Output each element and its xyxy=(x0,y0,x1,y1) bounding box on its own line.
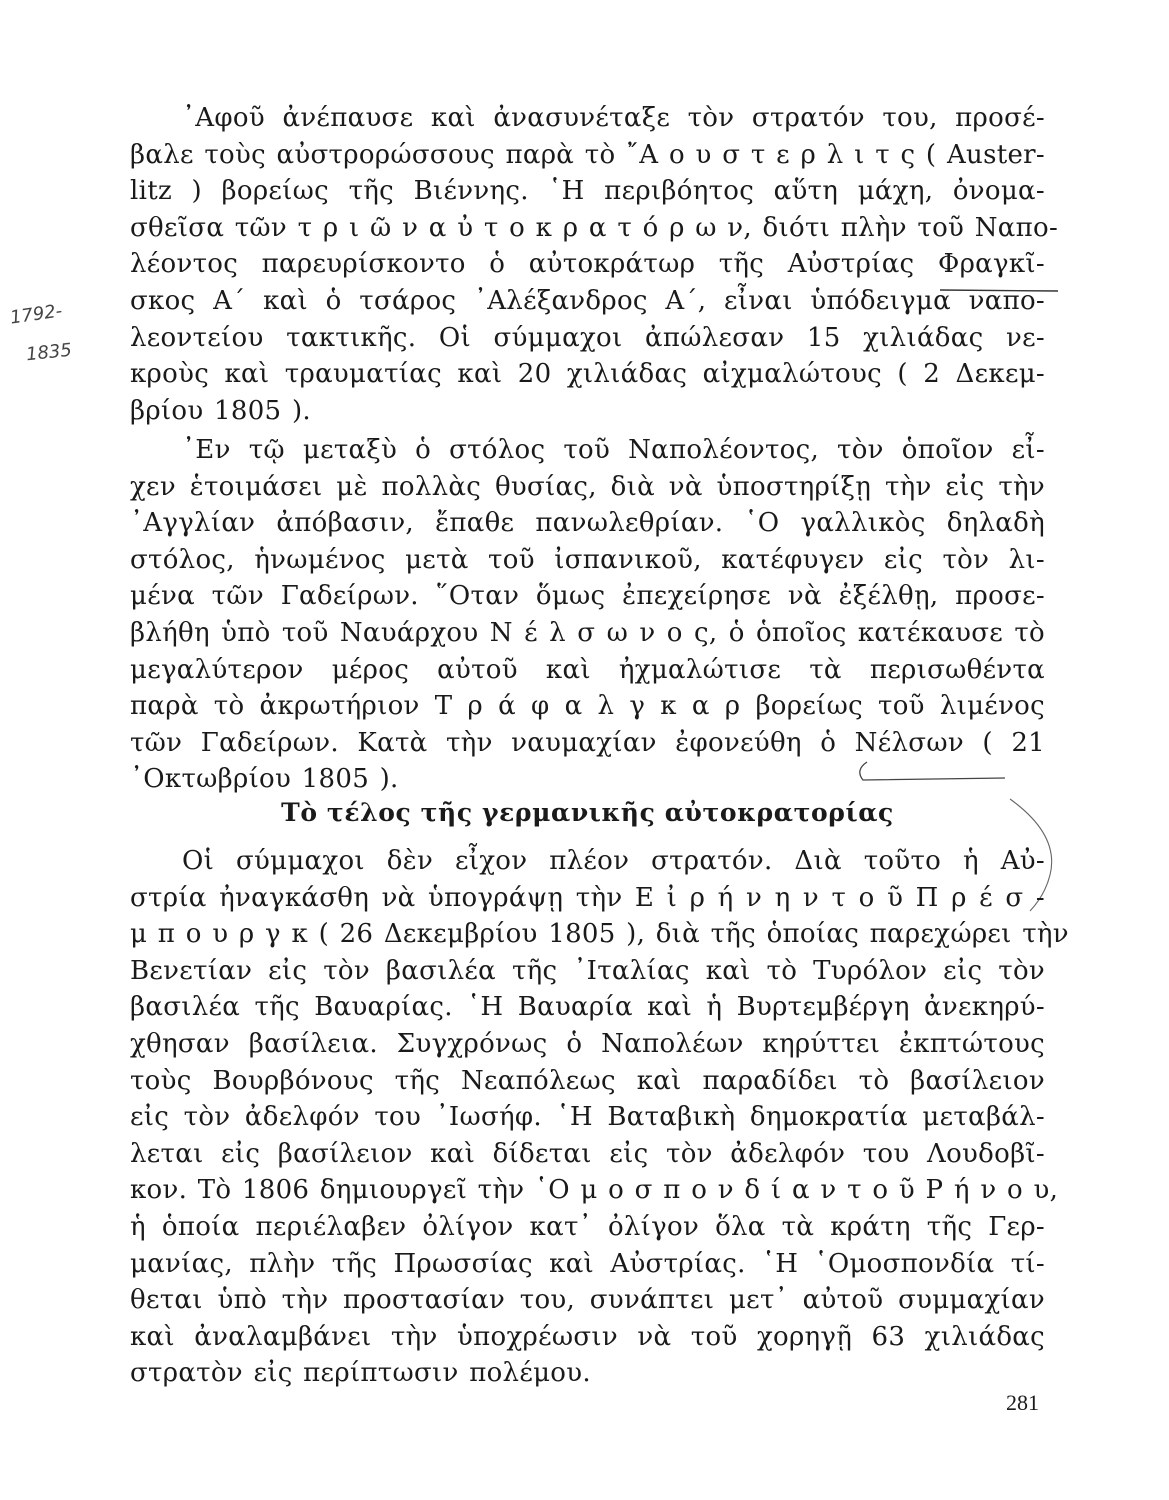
text-line: λέοντος παρευρίσκοντο ὁ αὐτοκράτωρ τῆς Αὐστρίας Φραγκῖ- xyxy=(130,249,1045,280)
text-line: στρατὸν εἰς περίπτωσιν πολέμου. xyxy=(130,1358,591,1389)
text-line: litz ) βορείως τῆς Βιέννης. ῾Η περιβόητος αὕτη μάχη, ὀνομα- xyxy=(130,176,1045,207)
text-line: λεοντείου τακτικῆς. Οἱ σύμμαχοι ἀπώλεσαν 15 χιλιάδας νε- xyxy=(130,322,1045,353)
text-line: θεται ὑπὸ τὴν προστασίαν του, συνάπτει μετ᾿ αὐτοῦ συμμαχίαν xyxy=(130,1285,1045,1316)
text-line: μανίας, πλὴν τῆς Πρωσσίας καὶ Αὐστρίας. ῾Η ῾Ομοσπονδία τί- xyxy=(130,1248,1045,1279)
text-line: ᾿Εν τῷ μεταξὺ ὁ στόλος τοῦ Ναπολέοντος, τὸν ὁποῖον εἶ- xyxy=(182,435,1045,465)
text-line: χεν ἑτοιμάσει μὲ πολλὰς θυσίας, διὰ νὰ ὑποστηρίξῃ τὴν εἰς τὴν xyxy=(130,471,1045,502)
text-line: στρία ἠναγκάσθη νὰ ὑπογράψῃ τὴν Ε ἰ ρ ή ν η ν τ ο ῦ Π ρ έ σ - xyxy=(130,882,1045,913)
text-line: μεγαλύτερον μέρος αὐτοῦ καὶ ἠχμαλώτισε τὰ περισωθέντα xyxy=(130,654,1045,685)
text-line: σθεῖσα τῶν τ ρ ι ῶ ν α ὐ τ ο κ ρ α τ ό ρ ω ν, διότι πλὴν τοῦ Ναπο- xyxy=(130,212,1059,243)
text-line: τῶν Γαδείρων. Κατὰ τὴν ναυμαχίαν ἐφονεύθη ὁ Νέλσων ( 21 xyxy=(130,727,1045,758)
paragraph-trafalgar xyxy=(130,432,1045,798)
text-line: βρίου 1805 ). xyxy=(130,395,311,426)
text-line: τοὺς Βουρβόνους τῆς Νεαπόλεως καὶ παραδίδει τὸ βασίλειον xyxy=(130,1065,1045,1096)
pen-underline-mark xyxy=(940,288,1058,292)
paragraph-end-of-empire xyxy=(130,843,1069,1392)
text-line: μένα τῶν Γαδείρων. ῞Οταν ὅμως ἐπεχείρησε νὰ ἐξέλθῃ, προσε- xyxy=(130,581,1045,612)
text-line: λεται εἰς βασίλειον καὶ δίδεται εἰς τὸν ἀδελφόν του Λουδοβῖ- xyxy=(130,1138,1045,1169)
page-number: 281 xyxy=(1006,1390,1039,1415)
text-line: σκος Α΄ καὶ ὁ τσάρος ᾿Αλέξανδρος Α΄, εἶναι ὑπόδειγμα ναπο- xyxy=(130,285,1045,316)
text-line: Βενετίαν εἰς τὸν βασιλέα τῆς ᾿Ιταλίας καὶ τὸ Τυρόλον εἰς τὸν xyxy=(130,955,1045,986)
text-line: στόλος, ἡνωμένος μετὰ τοῦ ἰσπανικοῦ, κατέφυγεν εἰς τὸν λι- xyxy=(130,544,1045,575)
text-line: ᾿Οκτωβρίου 1805 ). xyxy=(130,764,399,795)
text-line: κον. Τὸ 1806 δημιουργεῖ τὴν ῾Ο μ ο σ π ο ν δ ί α ν τ ο ῦ Ρ ή ν ο υ, xyxy=(130,1175,1059,1206)
text-line: κροὺς καὶ τραυματίας καὶ 20 χιλιάδας αἰχμαλώτους ( 2 Δεκεμ- xyxy=(130,359,1045,390)
text-line: καὶ ἀναλαμβάνει τὴν ὑποχρέωσιν νὰ τοῦ χορηγῇ 63 χιλιάδας xyxy=(130,1321,1045,1352)
text-line: χθησαν βασίλεια. Συγχρόνως ὁ Ναπολέων κηρύττει ἐκπτώτους xyxy=(130,1028,1045,1059)
text-line: ᾿Αφοῦ ἀνέπαυσε καὶ ἀνασυνέταξε τὸν στρατόν του, προσέ- xyxy=(182,103,1045,133)
pen-arrow-mark xyxy=(845,756,1015,786)
text-line: ᾿Αγγλίαν ἀπόβασιν, ἔπαθε πανωλεθρίαν. ῾Ο γαλλικὸς δηλαδὴ xyxy=(130,508,1045,539)
text-line: Οἱ σύμμαχοι δὲν εἶχον πλέον στρατόν. Διὰ τοῦτο ἡ Αὐ- xyxy=(182,846,1045,876)
margin-note-line-2: 1835 xyxy=(25,339,73,366)
text-line: μ π ο υ ρ γ κ ( 26 Δεκεμβρίου 1805 ), διὰ τῆς ὁποίας παρεχώρει τὴν xyxy=(130,919,1069,950)
handwritten-margin-note xyxy=(6,302,102,382)
paragraph-austerlitz xyxy=(130,100,1059,429)
text-line: παρὰ τὸ ἀκρωτήριον Τ ρ ά φ α λ γ κ α ρ βορείως τοῦ λιμένος xyxy=(130,691,1045,722)
margin-note-line-1: 1792- xyxy=(8,300,64,329)
text-line: βασιλέα τῆς Βαυαρίας. ῾Η Βαυαρία καὶ ἡ Βυρτεμβέργη ἀνεκηρύ- xyxy=(130,992,1045,1023)
section-heading: Τὸ τέλος τῆς γερμανικῆς αὐτοκρατορίας xyxy=(281,798,894,827)
text-line: βλήθη ὑπὸ τοῦ Ναυάρχου Ν έ λ σ ω ν ο ς, ὁ ὁποῖος κατέκαυσε τὸ xyxy=(130,617,1045,648)
text-line: εἰς τὸν ἀδελφόν του ᾿Ιωσήφ. ῾Η Βαταβικὴ δημοκρατία μεταβάλ- xyxy=(130,1102,1045,1133)
text-line: βαλε τοὺς αὐστρορώσσους παρὰ τὸ ῎Α ο υ σ τ ε ρ λ ι τ ς ( Auster- xyxy=(130,139,1045,170)
text-line: ἡ ὁποία περιέλαβεν ὀλίγον κατ᾿ ὀλίγον ὅλα τὰ κράτη τῆς Γερ- xyxy=(130,1211,1045,1242)
